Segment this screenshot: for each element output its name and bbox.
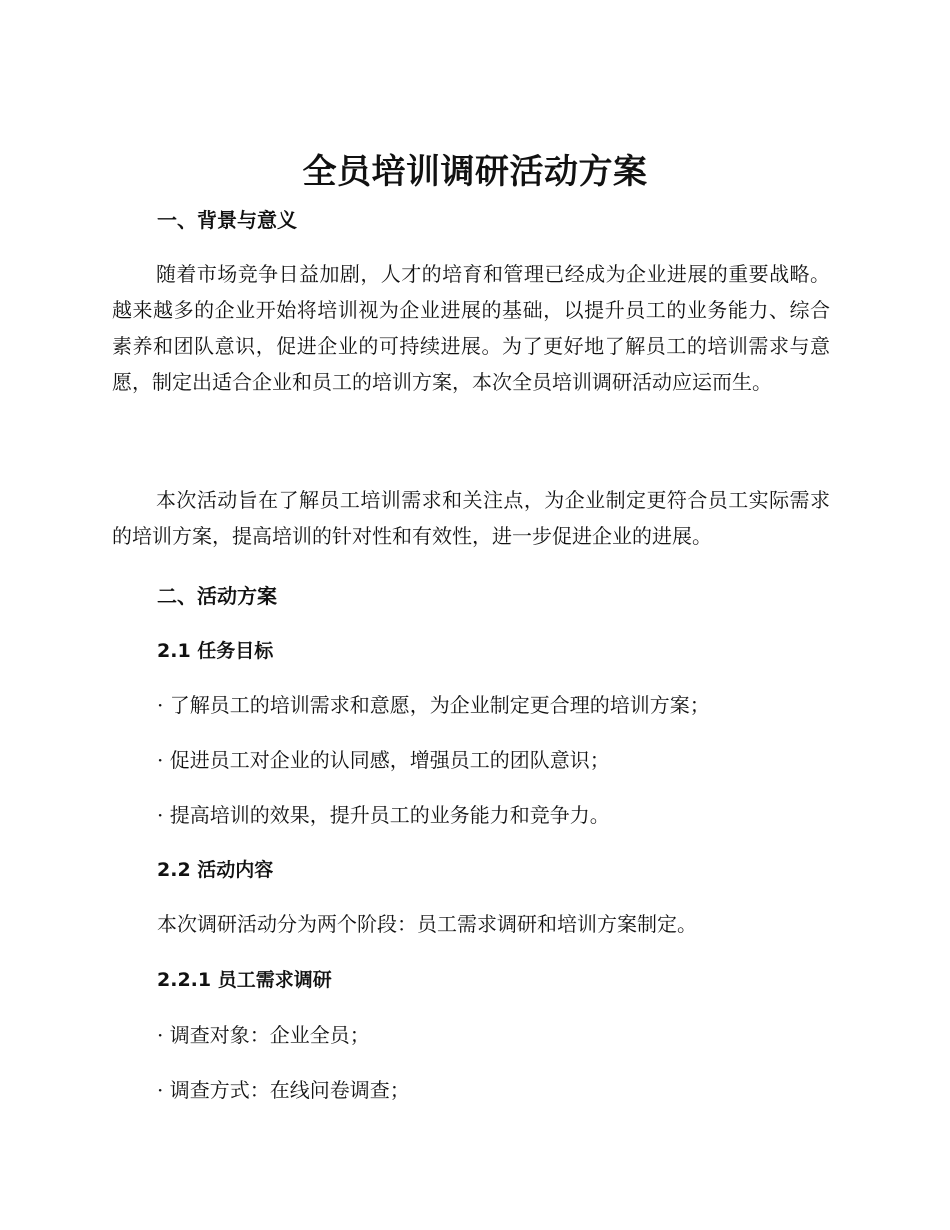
subsection-heading-needs-survey: 2.2.1 员工需求调研: [157, 969, 332, 991]
section-heading-background: 一、背景与意义: [157, 208, 297, 232]
subsection-heading-content: 2.2 活动内容: [157, 859, 274, 881]
goal-item: · 了解员工的培训需求和意愿，为企业制定更合理的培训方案；: [157, 693, 710, 717]
background-paragraph-2: 本次活动旨在了解员工培训需求和关注点，为企业制定更符合员工实际需求的培训方案，提高培训的针对性和有效性，进一步促进企业的进展。: [112, 488, 830, 548]
goal-item: · 提高培训的效果，提升员工的业务能力和竞争力。: [157, 803, 610, 827]
document-title: 全员培训调研活动方案: [302, 152, 648, 192]
subsection-heading-goals: 2.1 任务目标: [157, 640, 274, 662]
goal-item: · 促进员工对企业的认同感，增强员工的团队意识；: [157, 748, 610, 772]
survey-item: · 调查对象：企业全员；: [157, 1023, 370, 1047]
content-text: 本次调研活动分为两个阶段：员工需求调研和培训方案制定。: [157, 912, 697, 936]
section-heading-plan: 二、活动方案: [157, 584, 277, 608]
survey-item: · 调查方式：在线问卷调查；: [157, 1078, 410, 1102]
background-paragraph-1: 随着市场竞争日益加剧，人才的培育和管理已经成为企业进展的重要战略。越来越多的企业开始将培训视为企业进展的基础，以提升员工的业务能力、综合素养和团队意识，促进企业的可持续进展。为了更好地了解员工的培训需求与意愿，制定出适合企业和员工的培训方案，本次全员培训调研活动应运而生。: [112, 262, 830, 394]
